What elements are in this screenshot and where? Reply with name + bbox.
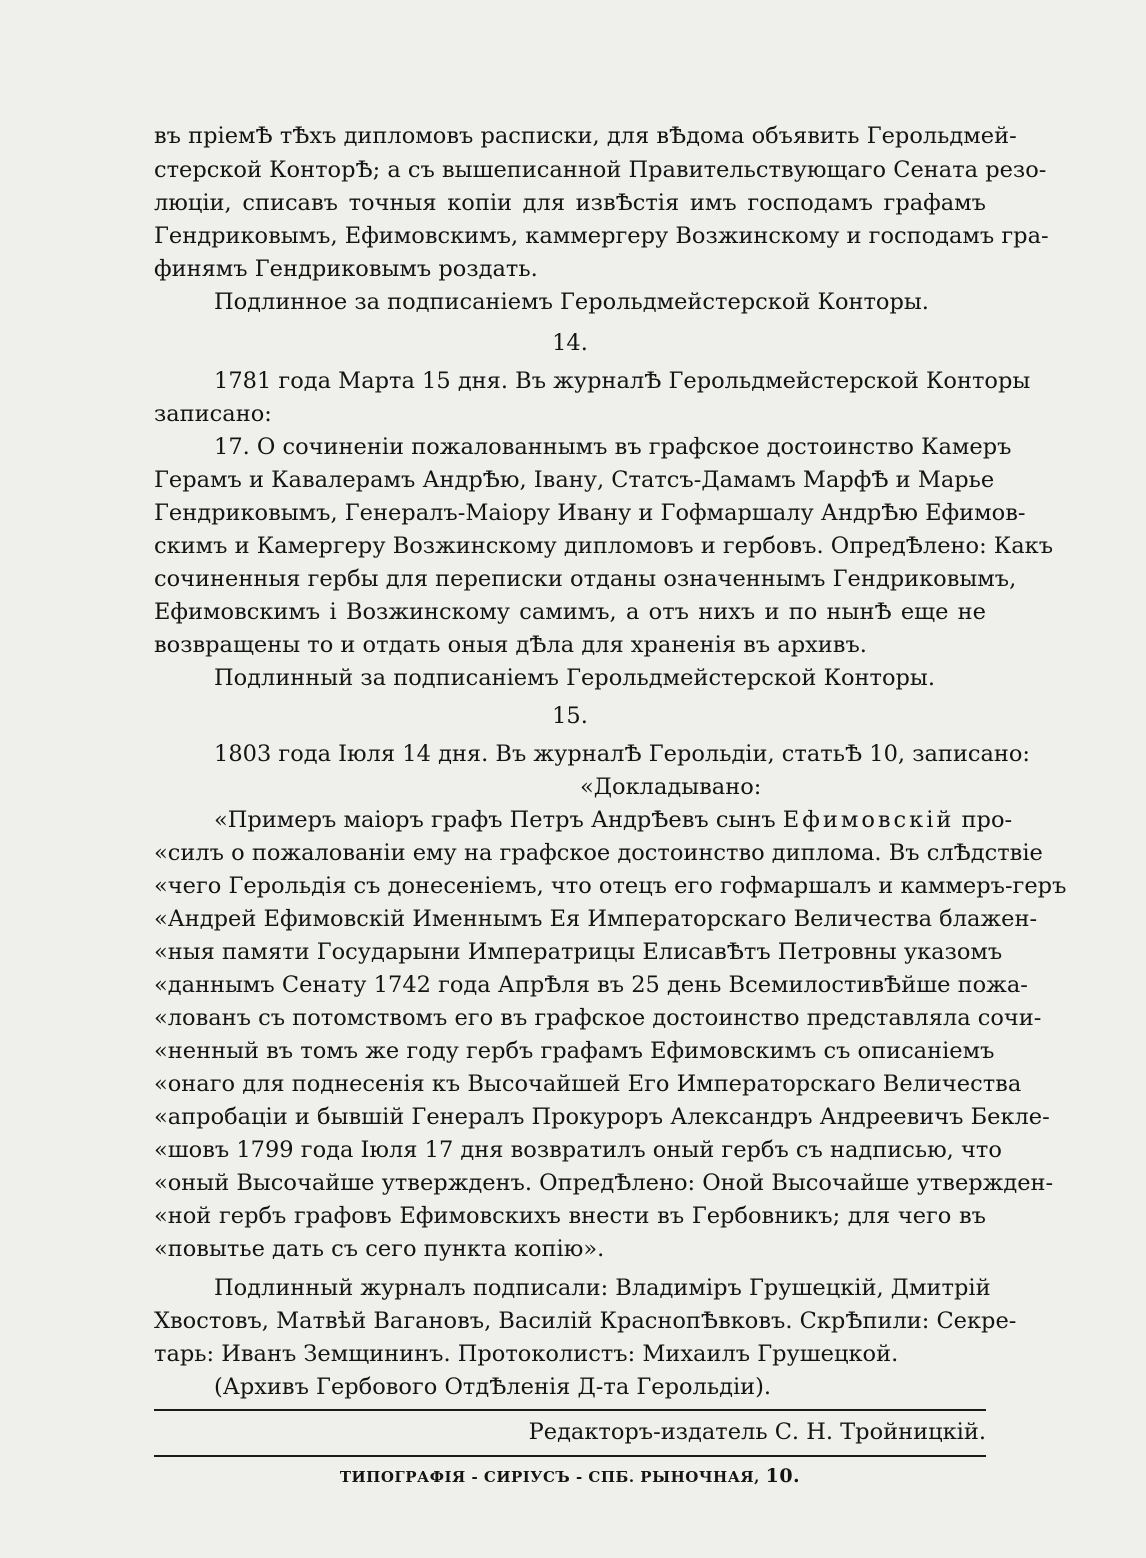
text-segment: «Примеръ маіоръ графъ Петръ АндрѢевъ сынъ [214, 807, 783, 833]
text-line: Гендриковымъ, Ефимовскимъ, каммергеру Возжинскому и господамъ гра- [154, 223, 1049, 249]
text-line: люціи, списавъ точныя копіи для извѢстія имъ господамъ графамъ [154, 190, 986, 216]
text-line: въ пріемѢ тѢхъ дипломовъ расписки, для вѢдома объявить Герольдмей- [154, 123, 1017, 149]
reported-heading: «Докладывано: [580, 774, 762, 800]
text-line: финямъ Гендриковымъ роздать. [154, 256, 538, 282]
text-line: «лованъ съ потомствомъ его въ графское достоинство представляла сочи- [154, 1005, 1042, 1031]
text-line: Гендриковымъ, Генералъ-Маіору Ивану и Гофмаршалу АндрѢю Ефимов- [154, 500, 1026, 526]
signature-line: тарь: Иванъ Земщининъ. Протоколистъ: Михаилъ Грушецкой. [154, 1341, 899, 1367]
text-line: 17. О сочиненіи пожалованнымъ въ графское достоинство Камеръ [214, 434, 1012, 460]
section-number: 15. [552, 703, 588, 729]
text-line: «ной гербъ графовъ Ефимовскихъ внести въ Гербовникъ; для чего въ [154, 1203, 986, 1229]
text-line: «чего Герольдія съ донесеніемъ, что отецъ его гофмаршалъ и каммеръ-геръ [154, 873, 1067, 899]
text-line: возвращены то и отдать оныя дѢла для храненія въ архивъ. [154, 632, 867, 658]
spaced-name: Ефимовскій [782, 807, 955, 833]
signature-line: Подлинное за подписаніемъ Герольдмейстерской Конторы. [214, 289, 929, 315]
footer-rule-top [154, 1409, 986, 1411]
text-line: 1781 года Марта 15 дня. Въ журналѢ Герольдмейстерской Конторы [214, 368, 1031, 394]
archive-source: (Архивъ Гербового ОтдѢленія Д-та Герольдіи). [214, 1374, 772, 1400]
text-line: 1803 года Іюля 14 дня. Въ журналѢ Герольдіи, статьѢ 10, записано: [214, 741, 1031, 767]
footer-rule-bottom [154, 1455, 986, 1457]
text-line: «апробаціи и бывшій Генералъ Прокуроръ Александръ Андреевичъ Бекле- [154, 1104, 1050, 1130]
imprint-number: 10. [765, 1465, 801, 1487]
text-line: Ефимовскимъ і Возжинскому самимъ, а отъ нихъ и по нынѢ еще не [154, 599, 986, 625]
text-line: скимъ и Камергеру Возжинскому дипломовъ и гербовъ. ОпредѢлено: Какъ [154, 533, 1054, 559]
text-line: записано: [154, 401, 272, 427]
text-line: «онаго для поднесенія къ Высочайшей Его Императорскаго Величества [154, 1071, 1022, 1097]
text-line: «ненный въ томъ же году гербъ графамъ Ефимовскимъ съ описаніемъ [154, 1038, 995, 1064]
editor-line: Редакторъ-издатель С. Н. Тройницкій. [528, 1419, 986, 1445]
signature-line: Хвостовъ, Матвѣй Вагановъ, Василій КраснопѢвковъ. СкрѢпили: Секре- [154, 1308, 1017, 1334]
text-line: Герамъ и Кавалерамъ АндрѢю, Івану, Статсъ-Дамамъ МарфѢ и Марье [154, 467, 995, 493]
text-line: «даннымъ Сенату 1742 года АпрѢля въ 25 день ВсемилостивѢйше пожа- [154, 972, 1028, 998]
text-line: сочиненныя гербы для переписки отданы означеннымъ Гендриковымъ, [154, 566, 1017, 592]
signature-line: Подлинный журналъ подписали: Владиміръ Грушецкій, Дмитрій [214, 1275, 991, 1301]
printer-imprint [154, 1461, 986, 1491]
text-line: «шовъ 1799 года Іюля 17 дня возвратилъ оный гербъ съ надписью, что [154, 1137, 1002, 1163]
text-line: стерской КонторѢ; а съ вышеписанной Правительствующаго Сената резо- [154, 157, 1047, 183]
section-number: 14. [552, 330, 588, 356]
text-line: «оный Высочайше утвержденъ. ОпредѢлено: Оной Высочайше утвержден- [154, 1170, 1054, 1196]
text-line: «Андрей Ефимовскій Именнымъ Ея Императорскаго Величества блажен- [154, 906, 1038, 932]
text-line: «ныя памяти Государыни Императрицы ЕлисавѢтъ Петровны указомъ [154, 939, 1003, 965]
text-line [214, 802, 1013, 838]
signature-line: Подлинный за подписаніемъ Герольдмейстерской Конторы. [214, 665, 935, 691]
text-line: «силъ о пожалованіи ему на графское достоинство диплома. Въ слѢдствіе [154, 840, 1043, 866]
text-line: «повытье дать съ сего пункта копію». [154, 1236, 605, 1262]
text-segment: про- [954, 807, 1013, 833]
document-page [154, 118, 1067, 1518]
imprint-press: ТИПОГРАФІЯ - СИРІУСЪ - СПБ. РЫНОЧНАЯ, [339, 1468, 760, 1486]
